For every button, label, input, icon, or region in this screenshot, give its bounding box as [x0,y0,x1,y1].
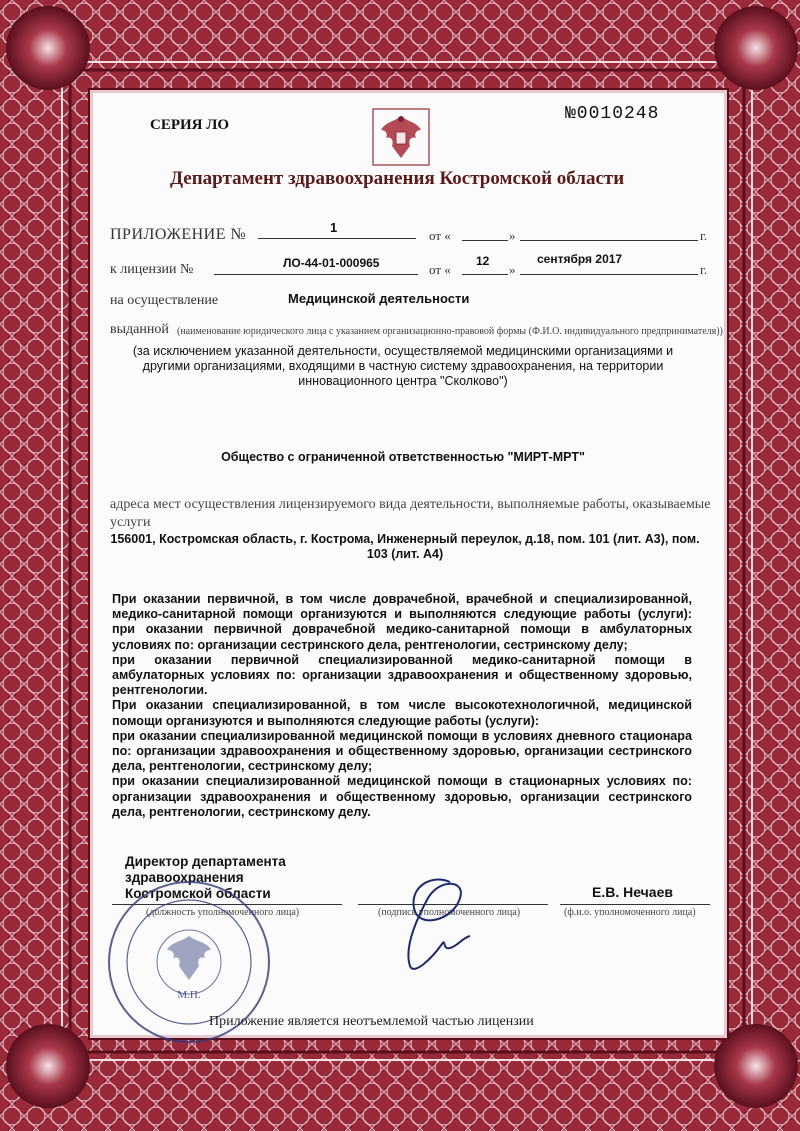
issued-label: выданной [110,322,169,337]
license-from-label: от « [429,262,451,277]
name-caption: (ф.и.о. уполномоченного лица) [564,907,696,918]
address-label: адреса мест осуществления лицензируемого вида деятельности, выполняемые работы, оказываемые услуги [110,497,711,530]
appendix-from-label: от « [429,228,451,243]
position-caption: (должность уполномоченного лица) [146,907,300,918]
document-number: №0010248 [565,104,660,124]
signer-position-line: здравоохранения [125,870,244,885]
services-paragraph: при оказании специализированной медицинской помощи в стационарных условиях по: организации здравоохранения и общественному здоровью, организации сестринского дела, рентгенологии, сестринскому делу. [112,774,692,819]
license-day-underline [462,274,508,275]
services-paragraph: при оказании специализированной медицинской помощи в условиях дневного стационара по: организации здравоохранения и общественному здоровью, организации сестринского дела, рентгенологии, сестринскому делу; [112,728,692,774]
signer-position-line: Директор департамента [125,854,286,869]
services-paragraph: При оказании специализированной, в том числе высокотехнологичной, медицинской помощи организуются и выполняются следующие работы (услуги): [112,698,692,728]
appendix-number-underline [258,238,416,239]
license-label: к лицензии № [110,262,194,277]
license-year-suffix: г. [700,262,708,277]
appendix-from-close: » [509,228,516,243]
issued-hint: (наименование юридического лица с указанием организационно-правовой формы (Ф.И.О. индивидуального предпринимателя)) [177,326,723,337]
footer-note: Приложение является неотъемлемой частью лицензии [209,1014,534,1029]
license-month-year: сентября 2017 [537,252,623,266]
handwritten-signature [380,868,490,978]
license-from-close: » [509,262,516,277]
signer-position-line: Костромской области [125,886,271,901]
name-underline [560,904,710,905]
appendix-number: 1 [330,220,338,235]
appendix-label: ПРИЛОЖЕНИЕ № [110,226,247,243]
coat-of-arms-icon [372,108,430,166]
corner-rosette-icon [6,6,90,90]
department-title: Департамент здравоохранения Костромской области [170,168,625,189]
series-label: СЕРИЯ ЛО [150,117,230,133]
address-value: 156001, Костромская область, г. Кострома, Инженерный переулок, д.18, пом. 101 (лит. А3), пом. 103 (лит. А4) [110,532,700,561]
issued-note: (за исключением указанной деятельности, осуществляемой медицинскими организациями и другими организациями, входящими в частную систему здравоохранения, на территории инновационного центра "Сколково") [132,344,674,388]
services-text [112,592,692,820]
appendix-month-underline [520,240,698,241]
signature-caption: (подпись уполномоченного лица) [378,907,521,918]
signer-name: Е.В. Нечаев [592,884,673,900]
activity-label: на осуществление [110,293,219,308]
activity-value: Медицинской деятельности [288,291,470,306]
license-month-underline [520,274,698,275]
corner-rosette-icon [714,6,798,90]
corner-rosette-icon [6,1024,90,1108]
stamp-center-text: М.П. [177,989,201,1001]
license-day: 12 [476,254,490,268]
license-number-underline [214,274,418,275]
services-paragraph: при оказании первичной специализированной медико-санитарной помощи в амбулаторных условиях по: организации здравоохранения и общественному здоровью, рентгенологии. [112,652,692,698]
appendix-year-suffix: г. [700,228,708,243]
organization-name: Общество с ограниченной ответственностью "МИРТ-МРТ" [221,450,585,464]
license-number: ЛО-44-01-000965 [283,256,380,270]
services-paragraph: При оказании первичной, в том числе доврачебной, врачебной и специализированной, медико-санитарной помощи организуются и выполняются следующие работы (услуги): при оказании первичной доврачебной медико-санитарной помощи в амбулаторных условиях по: организации сестринского дела, рентгенологии, сестринскому делу; [112,592,692,652]
appendix-day-underline [462,240,508,241]
